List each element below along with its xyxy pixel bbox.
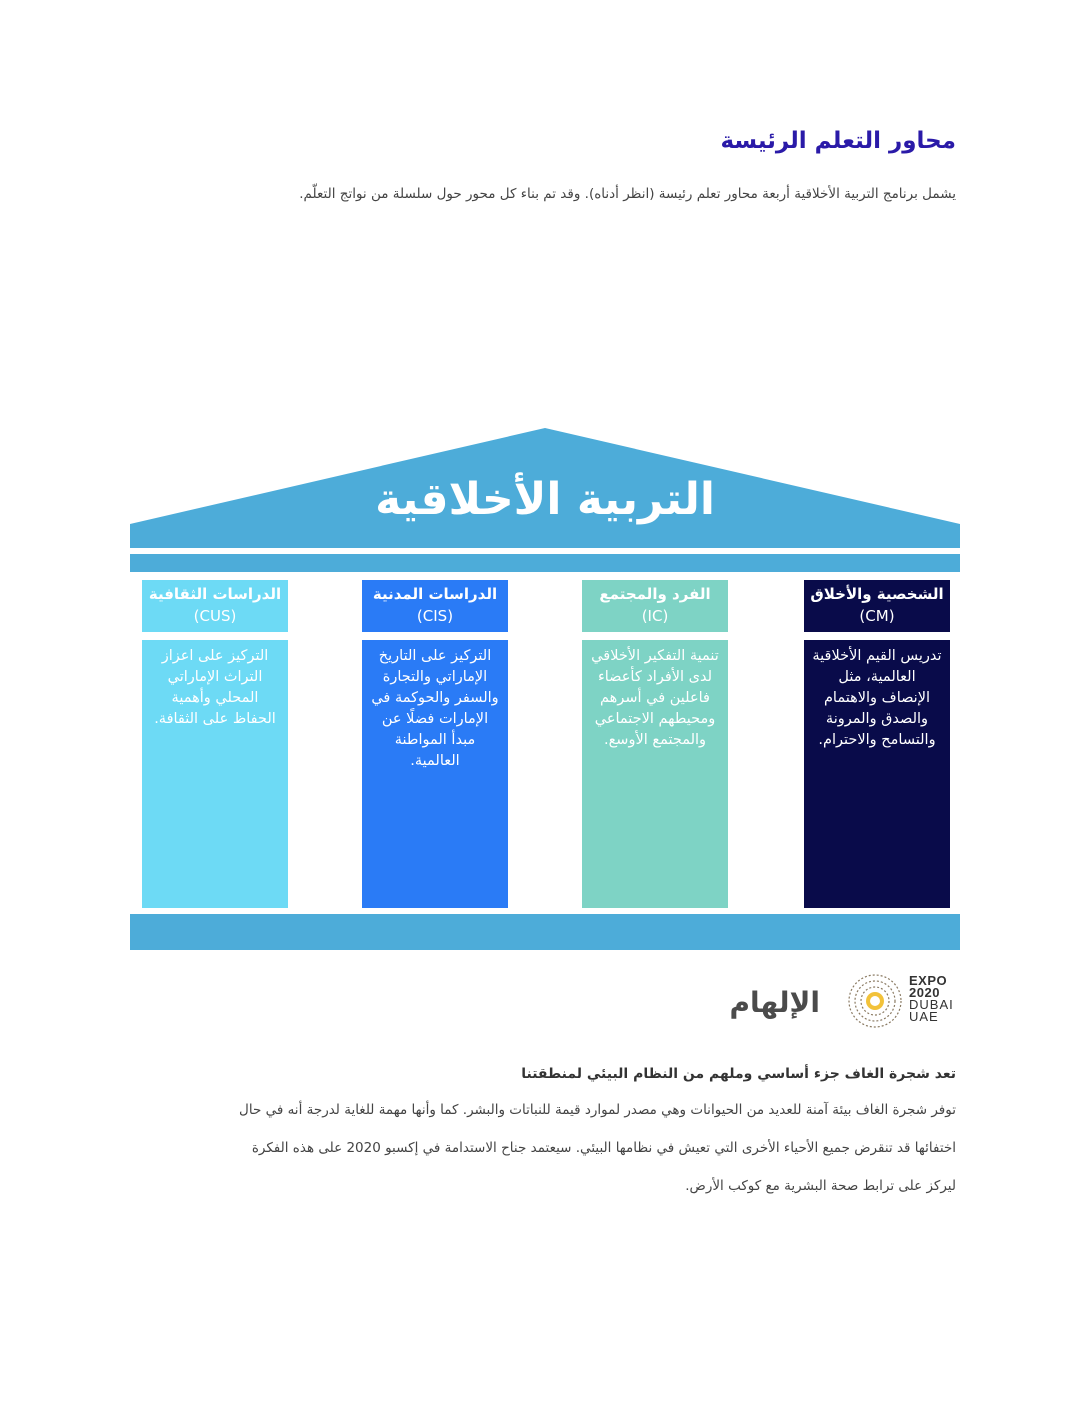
- pillar-body-civic-studies: التركيز على التاريخ الإماراتي والتجارة والسفر والحوكمة في الإمارات فضلًا عن مبدأ المواطنة العالمية.: [362, 640, 508, 908]
- expo-emblem-icon: [846, 972, 904, 1030]
- temple-roof: [130, 428, 960, 548]
- pillar-body-individual-community: تنمية التفكير الأخلاقي لدى الأفراد كأعضاء فاعلين في أسرهم ومحيطهم الاجتماعي والمجتمع الأوسع.: [582, 640, 728, 908]
- pillar-title: الدراسات الثقافية: [148, 585, 282, 603]
- page-title: محاور التعلم الرئيسة: [720, 128, 956, 154]
- pillar-code: (IC): [641, 607, 669, 625]
- expo-2020-wordmark: [909, 975, 954, 1023]
- pillar-header-individual-community: [582, 580, 728, 632]
- expo-word: EXPO: [909, 973, 948, 988]
- pillar-code: (CM): [859, 607, 895, 625]
- pillar-body-cultural-studies: التركيز على اعزاز التراث الإماراتي المحلي وأهمية الحفاظ على الثقافة.: [142, 640, 288, 908]
- roof-title: التربية الأخلاقية: [375, 474, 715, 525]
- pillar-header-cultural-studies: [142, 580, 288, 632]
- pillar-header-civic-studies: [362, 580, 508, 632]
- pillar-header-character-morality: [804, 580, 950, 632]
- expo-city: DUBAI: [909, 997, 954, 1012]
- pillar-code: (CIS): [416, 607, 454, 625]
- pillar-title: الفرد والمجتمع: [599, 585, 711, 603]
- pillar-body-character-morality: تدريس القيم الأخلاقية العالمية، مثل الإنصاف والاهتمام والصدق والمرونة والتسامح والاحترام.: [804, 640, 950, 908]
- pillar-title: الشخصية والأخلاق: [810, 585, 944, 603]
- article-line: توفر شجرة الغاف بيئة آمنة للعديد من الحيوانات وهي مصدر لموارد قيمة للنباتات والبشر. كما وأنها مهمة للغاية لدرجة أنه في حال: [239, 1102, 956, 1118]
- article-line: ليركز على ترابط صحة البشرية مع كوكب الأرض.: [685, 1178, 956, 1194]
- pillar-title: الدراسات المدنية: [372, 585, 498, 603]
- expo-country: UAE: [909, 1009, 939, 1024]
- temple-base: [130, 914, 960, 950]
- inspiration-label: الإلهام: [729, 986, 820, 1019]
- article-heading: تعد شجرة الغاف جزء أساسي وملهم من النظام البيئي لمنطقتنا: [521, 1066, 956, 1082]
- temple-beam: [130, 554, 960, 572]
- expo-year: 2020: [909, 985, 940, 1000]
- pillar-code: (CUS): [193, 607, 237, 625]
- intro-paragraph: يشمل برنامج التربية الأخلاقية أربعة محاور تعلم رئيسة (انظر أدناه). وقد تم بناء كل محور حول سلسلة من نواتج التعلّم.: [299, 186, 956, 202]
- article-line: اختفائها قد تنقرض جميع الأحياء الأخرى التي تعيش في نظامها البيئي. سيعتمد جناح الاستدامة في إكسبو 2020 على هذه الفكرة: [251, 1140, 956, 1156]
